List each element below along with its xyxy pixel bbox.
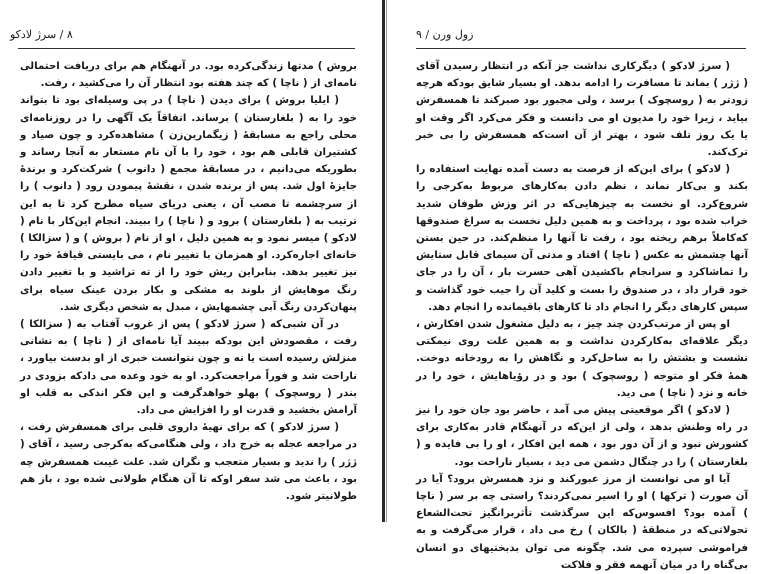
right-page xyxy=(394,0,766,571)
left-paragraph: بروش ) مدتها زندگی‌کرده بود. در آنهنگام هم برای دریافت احتمالی نامه‌ای از ( ناچا ) که چند هفته بود انتظار آن را می‌کشید ، رفت. xyxy=(20,61,357,90)
page-gutter xyxy=(382,0,385,522)
left-page-body xyxy=(20,58,357,505)
right-paragraph: آیا او می توانست از مرز عبورکند و نزد همسرش برود؟ آیا در آن صورت ( ترکها ) او را اسیر نمی‌کردند؟ راستی چه بر سر ( ناچا ) آمده بود؟ افسوس‌که این سرگذشت تأثربرانگیز تحت‌الشعاع تحولاتی‌که در منطقهٔ ( بالکان ) رخ می داد ، قرار می‌گرفت و به فراموشی سپرده می شد. چگونه می توان بدبختیهای دو انسان بی‌گناه را در میان آنهمه فقر و فلاکت xyxy=(416,473,748,571)
right-paragraph: ( لادکو ) برای این‌که از فرصت به دست آمده نهایت استفاده را بکند و بی‌کار نماند ، نظم دادن به‌کارهای مربوط به‌کرجی را شروع‌کرد. او نخست به چیزهایی‌که در اثر وزش طوفان شدید خراب شده بود ، پرداخت و به همین دلیل نخست به سراغ صندوقها که‌کاملاً برهم ریخته بود ، رفت تا آنها را منظم‌کند. در حین بستن آنها چشمش به عکس ( ناچا ) افتاد و مدتی آن سیمای قابل ستایش را تماشا‌کرد و سرانجام باکشیدن آهی حسرت بار ، آن را در جای خود قرار داد ، در صندوق را بست و کلید آن را جیب خود گذاشت و سپس کارهای دیگر را انجام داد تا کارهای باقیمانده را انجام دهد. xyxy=(416,164,748,313)
left-header-rule xyxy=(18,48,355,49)
left-page xyxy=(10,0,372,522)
right-page-body xyxy=(416,58,748,574)
right-paragraph: ( لادکو ) اگر موقعیتی پیش می آمد ، حاضر بود جان خود را نیز در راه وطنش بدهد ، ولی از این‌که در آنهنگام قادر به‌کاری برای کشورش نبود و از آن دور بود ، همه این افکار ، او را بی فایده و ( بلغارستان ) را در چنگال دشمن می دید ، بسیار ناراحت بود. xyxy=(416,405,748,468)
right-header-rule xyxy=(416,48,746,49)
right-paragraph: ( سرژ لادکو ) دیگرکاری نداشت جز آنکه در انتظار رسیدن آقای ( ژژر ) بماند تا مسافرت را ادامه بدهد. او بسیار شایق بود‌که هرچه زودتر به ( روسچوک ) برسد ، ولی مجبور بود صبرکند تا همسفرش بیاید ، زیرا خود را مدیون او می دانست و فکر می‌کرد اگر وقت او یا یک روز تلف شود ، بهتر از آن است‌که همسفرش را بی خبر ترک‌کند. xyxy=(416,61,748,159)
left-paragraph: ( سرژ لادکو ) که برای نهیهٔ داروی قلبی برای همسفرش رفت ، در مراجعه عجله به خرج داد ، ولی هنگامی‌که به‌کرجی رسید ، آقای ( ژژر ) را ندید و بسیار متعجب و نگران شد. علت غیبت همسفرش چه بود ، باعث می شد سفر اوکه تا آن هنگام طولانی شده بود ، باز هم طولانیتر شود. xyxy=(20,422,357,503)
right-paragraph: او پس از مرتب‌کردن چند چیز ، به دلیل مشغول شدن افکارش ، دیگر علاقه‌ای به‌کارکردن نداشت و به همین علت روی نیمکتی نشست و بشتش را به ساحل‌کرد و نگاهش را به رودخانه دوخت. همهٔ فکر او متوجه ( روسچوک ) بود و در رؤیاهایش ، خود را در خانه و نزد ( ناچا ) می دید. xyxy=(416,319,748,399)
left-paragraph: در آن شبی‌که ( سرژ لادکو ) پس از غروب آفتاب به ( سزالکا ) رفت ، مقصودش این بود‌که ببیند آیا نامه‌ای از ( ناچا ) به نشانی منزلش رسیده است یا نه و چون نتوانست خبری از او بدست بیاورد ، ناراحت شد و فوراً مراجعت‌کرد. او به خود وعده می داد‌که بزودی در بندر ( روسچوک ) بهلو خواهد‌گرفت و این فکر اندکی به قلب او آرامش بخشید و قدرت او را افزایش می داد. xyxy=(20,319,357,417)
left-page-header: ۸ / سرژ لادکو xyxy=(10,28,73,41)
right-page-header: زول ورن / ۹ xyxy=(416,28,474,41)
left-paragraph: ( ایلیا بروش ) برای دیدن ( ناچا ) در پی وسیله‌ای بود تا بتواند خود را به ( بلغارستان ) برساند. اتفاقاً یک آگهی را در روزنامه‌ای محلی راجع به مسابقهٔ ( زیگمارین‌زن ) مشاهده‌کرد و چون صیاد و کشتیران قابلی هم بود ، خود را با آن نام مستعار به آنجا رساند و بطوریکه می‌دانیم ، در مسابقهٔ مجمع ( دانوب ) شرکت‌کرد و برندهٔ جایزهٔ اول شد. پس از برنده شدن ، نقشهٔ پیمودن رود ( دانوب ) را از سرچشمه تا مصب آن ، یعنی دریای سیاه مطرح کرد تا به این ترتیب به ( بلغارستان ) برود و ( ناچا ) را ببیند. انجام این‌کار با نام ( لادکو ) میسر نمود و به همین دلیل ، او از نام ( بروش ) و ( سزالکا ) خانه‌ای اجاره‌کرد. او همزمان با تغییر نام ، می بایستی قیافهٔ خود را نیز تغییر بدهد. بنابراین ریش خود را از ته تراشید و با تغییر دادن رنگ موهایش از بلوند به مشکی و بکار بردن عینک سیاه برای پنهان‌کردن رنگ آبی چشمهایش ، مبدل به شخص دیگری شد. xyxy=(20,95,357,313)
page-gutter-shadow xyxy=(386,0,387,522)
